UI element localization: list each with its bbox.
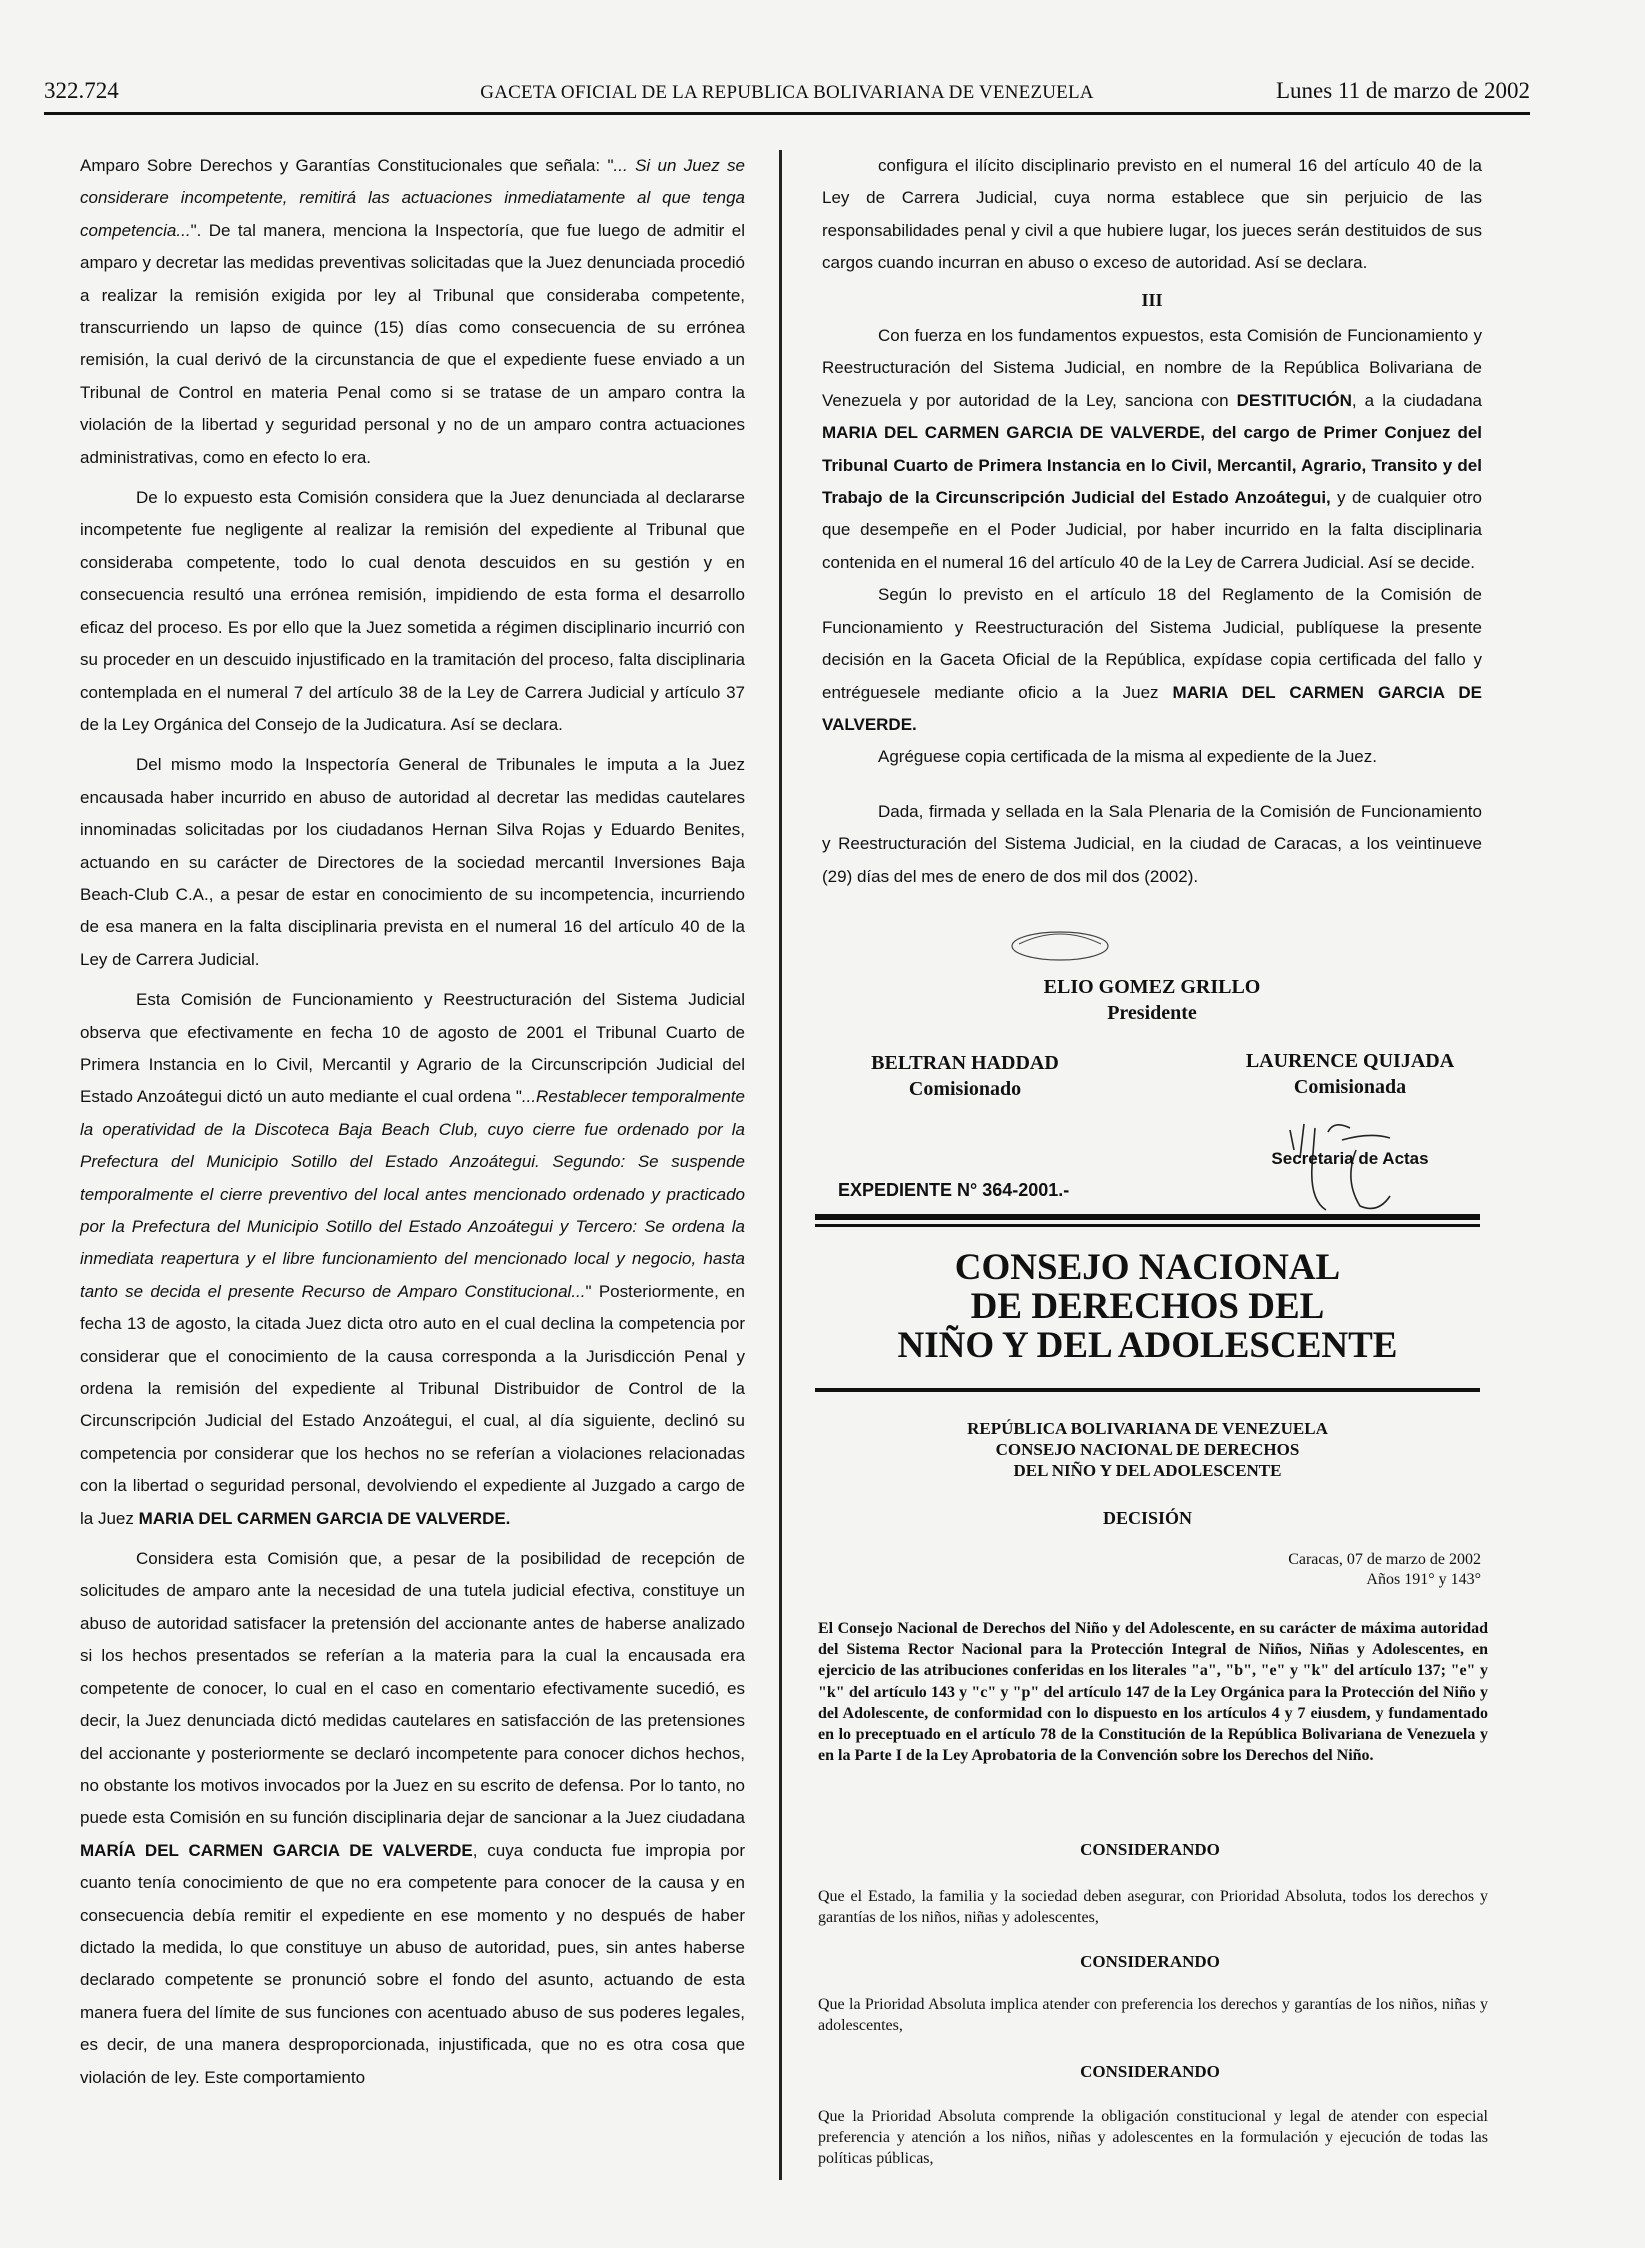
considerando-heading: CONSIDERANDO [1080,1952,1220,1971]
considerando-heading: CONSIDERANDO [1080,2062,1220,2081]
commissioner-name: BELTRAN HADDAD [871,1052,1059,1074]
section-number: III [1141,289,1163,310]
divider [815,1388,1480,1392]
case-number: EXPEDIENTE N° 364-2001.- [838,1180,1070,1200]
decree-intro: El Consejo Nacional de Derechos del Niño y del Adolescente, en su carácter de máxima autoridad del Sistema Rector Nacional para la Protección Integral de Niños, Niñas y Adolescentes, en ejercicio de las atribuciones conferidas en los literales "a", "b", "e" y "k" del artículo 137; "e" y "k" del artículo 143 y "c" y "p" del artículo 147 de la Ley Orgánica para la Protección del Niño y del Adolescente, de conformidad con lo dispuesto en los artículos 4 y 7 eiusdem, y fundamentado en lo preceptuado en el artículo 78 de la Constitución de la República Bolivariana de Venezuela y en la Parte I de la Ley Aprobatoria de la Convención sobre los Derechos del Niño. [818,1620,1488,1765]
secretary-role: Secretaria de Actas [1271,1149,1429,1168]
place-date: Caracas, 07 de marzo de 2002 Años 191° y 143° [1288,1551,1481,1588]
divider [815,1214,1480,1220]
page-number: 322.724 [44,78,119,103]
divider [815,1224,1480,1227]
commissioner-signature [840,1050,1090,1102]
council-subtitle: REPÚBLICA BOLIVARIANA DE VENEZUELA CONSEJO NACIONAL DE DERECHOS DEL NIÑO Y DEL ADOLESCENTE [967,1419,1328,1480]
paragraph: De lo expuesto esta Comisión considera que la Juez denunciada al declararse incompetente fue negligente al realizar la remisión del expediente al Tribunal que consideraba competente, todo lo cual denota descuidos en su gestión y en consecuencia resultó una errónea remisión, impidiendo de esta forma el desarrollo eficaz del proceso. Es por ello que la Juez sometida a régimen disciplinario incurrió con su proceder en un descuido injustificado en la tramitación del proceso, falta disciplinaria contemplada en el numeral 7 del artículo 38 de la Ley de Carrera Judicial y artículo 37 de la Ley Orgánica del Consejo de la Judicatura. Así se declara. [80,488,745,734]
commissioner-name: LAURENCE QUIJADA [1245,1050,1455,1072]
commissioner-role: Comisionado [908,1078,1022,1100]
considerando-heading: CONSIDERANDO [1080,1840,1220,1859]
left-column [80,150,745,2094]
paragraph: Esta Comisión de Funcionamiento y Reestructuración del Sistema Judicial observa que efectivamente en fecha 10 de agosto de 2001 el Tribunal Cuarto de Primera Instancia en lo Civil, Mercantil y Agrario de la Circunscripción Judicial del Estado Anzoátegui dictó un auto mediante el cual ordena "...Restablecer temporalmente la operatividad de la Discoteca Baja Beach Club, cuyo cierre fue ordenado por la Prefectura del Municipio Sotillo del Estado Anzoátegui. Segundo: Se suspende temporalmente el cierre preventivo del local antes mencionado ordenado y practicado por la Prefectura del Municipio Sotillo del Estado Anzoátegui y Tercero: Se ordena la inmediata reapertura y el libre funcionamiento del mencionado local y negocio, hasta tanto se decida el presente Recurso de Amparo Constitucional..." Posteriormente, en fecha 13 de agosto, la citada Juez dicta otro auto en el cual declina la competencia por considerar que el conocimiento de la causa corresponda a la Jurisdicción Penal y ordena la remisión del expediente al Tribunal Distribuidor de Control de la Circunscripción Judicial del Estado Anzoátegui, el cual, al día siguiente, declinó su competencia por considerar que los hechos no se referían a violaciones relacionadas con la libertad o seguridad personal, devolviendo el expediente al Juzgado a cargo de la Juez MARIA DEL CARMEN GARCIA DE VALVERDE. [80,990,746,1528]
president-signature [822,974,1482,1026]
paragraph: Amparo Sobre Derechos y Garantías Constitucionales que señala: "... Si un Juez se considerare incompetente, remitirá las actuaciones inmediatamente al que tenga competencia...". De tal manera, menciona la Inspectoría, que fue luego de admitir el amparo y decretar las medidas preventivas solicitadas que la Juez denunciada procedió a realizar la remisión exigida por ley al Tribunal que consideraba competente, transcurriendo un lapso de quince (15) días como consecuencia de su errónea remisión, la cual derivó de la circunstancia de que el expediente fuese enviado a un Tribunal de Control en materia Penal como si se tratase de un amparo contra la violación de la libertad y seguridad personal y no de un amparo contra actuaciones administrativas, como en efecto lo era. [80,156,745,467]
right-column [822,150,1482,893]
president-name: ELIO GOMEZ GRILLO [1043,976,1261,998]
decision-heading: DECISIÓN [1102,1508,1193,1528]
paragraph: Dada, firmada y sellada en la Sala Plenaria de la Comisión de Funcionamiento y Reestructuración del Sistema Judicial, en la ciudad de Caracas, a los veintinueve (29) días del mes de enero de dos mil dos (2002). [822,801,1482,886]
column-divider [779,150,782,2180]
considerando-text: Que la Prioridad Absoluta implica atender con preferencia los derechos y garantías de los niños, niñas y adolescentes, [818,1996,1488,2035]
paragraph: Del mismo modo la Inspectoría General de Tribunales le imputa a la Juez encausada haber incurrido en abuso de autoridad al decretar las medidas cautelares innominadas solicitadas por los ciudadanos Hernan Silva Rojas y Eduardo Benites, actuando en su carácter de Directores de la sociedad mercantil Inversiones Baja Beach-Club C.A., a pesar de estar en conocimiento de su incompetencia, incurriendo de esa manera en la falta disciplinaria prevista en el numeral 16 del artículo 40 de la Ley de Carrera Judicial. [80,755,745,969]
paragraph: Según lo previsto en el artículo 18 del Reglamento de la Comisión de Funcionamiento y Reestructuración del Sistema Judicial, publíquese la presente decisión en la Gaceta Oficial de la República, expídase copia certificada del fallo y entréguesele mediante oficio a la Juez MARIA DEL CARMEN GARCIA DE VALVERDE. [822,585,1482,734]
paragraph: Agréguese copia certificada de la misma al expediente de la Juez. [878,747,1377,767]
paragraph: configura el ilícito disciplinario previsto en el numeral 16 del artículo 40 de la Ley de Carrera Judicial, cuya norma establece que sin perjuicio de las responsabilidades penal y civil a que hubiere lugar, los jueces serán destituidos de sus cargos cuando incurran en abuso o exceso de autoridad. Así se declara. [822,156,1482,273]
considerando-text: Que el Estado, la familia y la sociedad deben asegurar, con Prioridad Absoluta, todos los derechos y garantías de los niños, niñas y adolescentes, [818,1888,1488,1927]
seal-stamp-icon [1005,918,1115,966]
paragraph: Con fuerza en los fundamentos expuestos, esta Comisión de Funcionamiento y Reestructuración del Sistema Judicial, en nombre de la República Bolivariana de Venezuela y por autoridad de la Ley, sanciona con DESTITUCIÓN, a la ciudadana MARIA DEL CARMEN GARCIA DE VALVERDE, del cargo de Primer Conjuez del Tribunal Cuarto de Primera Instancia en lo Civil, Mercantil, Agrario, Transito y del Trabajo de la Circunscripción Judicial del Estado Anzoátegui, y de cualquier otro que desempeñe en el Poder Judicial, por haber incurrido en la falta disciplinaria contenida en el numeral 16 del artículo 40 de la Ley de Carrera Judicial. Así se decide. [822,326,1482,572]
gazette-title: GACETA OFICIAL DE LA REPUBLICA BOLIVARIANA DE VENEZUELA [480,82,1094,103]
commissioner-signature [1220,1048,1480,1100]
paragraph: Considera esta Comisión que, a pesar de la posibilidad de recepción de solicitudes de amparo ante la necesidad de una tutela judicial efectiva, constituye un abuso de autoridad satisfacer la pretensión del accionante antes de haberse analizado si los hechos presentados se referían a la materia para la cual la encausada era competente de conocer, lo cual en el caso en comentario efectivamente sucedió, es decir, la Juez denunciada dictó medidas cautelares en satisfacción de las pretensiones del accionante y posteriormente se declaró incompetente para conocer dichos hechos, no obstante los motivos invocados por la Juez en su escrito de defensa. Por lo tanto, no puede esta Comisión en su función disciplinaria dejar de sancionar a la Juez ciudadana MARÍA DEL CARMEN GARCIA DE VALVERDE, cuya conducta fue impropia por cuanto tenía conocimiento de que no era competente para conocer de la causa y en consecuencia debía remitir el expediente en ese momento y no después de haber dictado la medida, lo que constituye un abuso de autoridad, pues, sin antes haberse declarado competente se pronunció sobre el fondo del asunto, actuando de esta manera fuera del límite de sus funciones con acentuado abuso de sus poderes legales, es decir, de una manera desproporcionada, injustificada, que no es otra cosa que violación de ley. Este comportamiento [80,1549,745,2087]
president-role: Presidente [1107,1002,1197,1024]
council-title: CONSEJO NACIONAL DE DERECHOS DEL NIÑO Y DEL ADOLESCENTE [897,1247,1398,1366]
gazette-header [44,78,1530,115]
issue-date: Lunes 11 de marzo de 2002 [1276,78,1530,103]
commissioner-role: Comisionada [1293,1076,1407,1098]
considerando-text: Que la Prioridad Absoluta comprende la obligación constitucional y legal de atender con especial preferencia y atención a los niños, niñas y adolescentes en la formulación y ejecución de todas las políticas públicas, [818,2108,1488,2168]
secretary-signature [1260,1146,1440,1172]
